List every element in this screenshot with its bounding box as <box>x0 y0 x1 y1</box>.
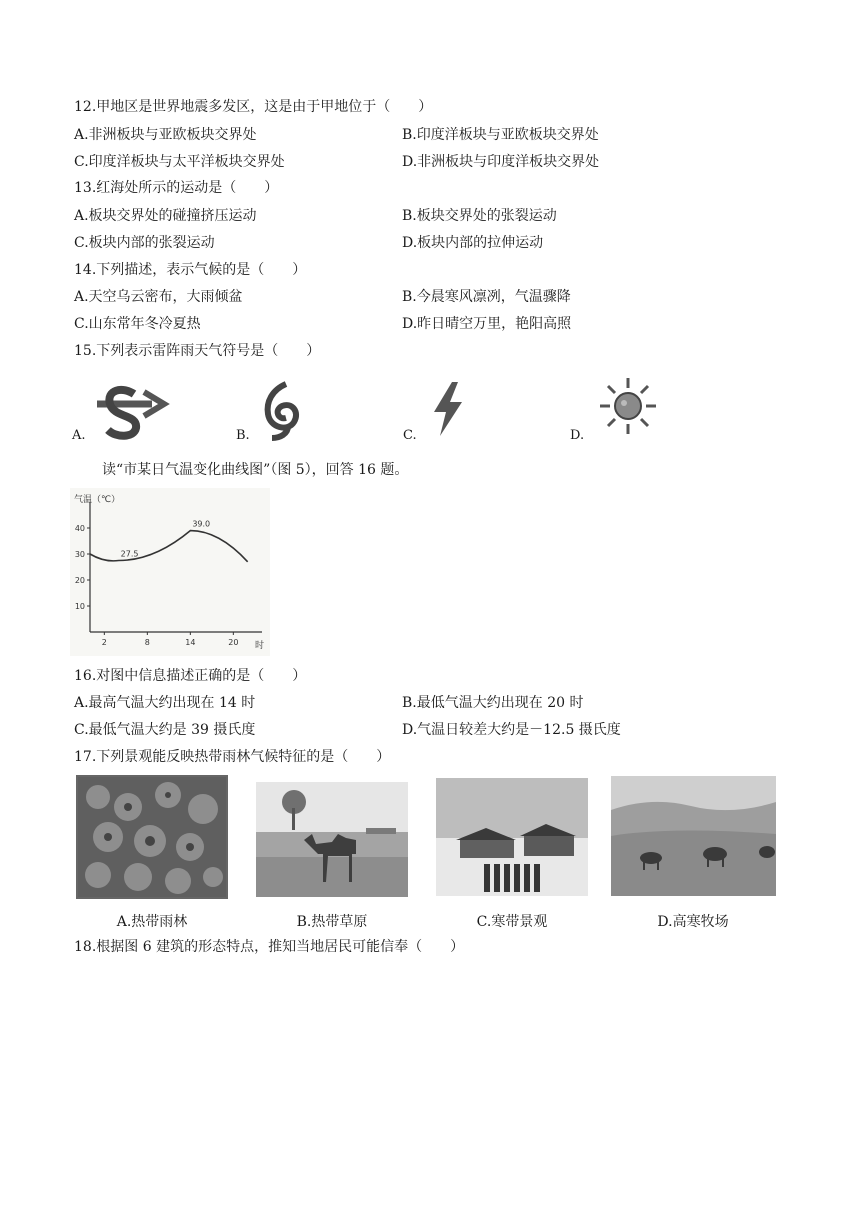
chart-x-tick-label: 8 <box>144 638 150 647</box>
reading-instruction: 读“市某日气温变化曲线图”（图 5），回答 16 题。 <box>102 462 409 478</box>
question-16-option-c: C.最低气温大约是 39 摄氏度 <box>74 722 256 738</box>
question-17-stem: 17.下列景观能反映热带雨林气候特征的是（ ） <box>74 749 391 765</box>
chart-y-tick-label: 10 <box>74 602 85 611</box>
highland-pasture-photo <box>611 776 776 896</box>
chart-data-label: 27.5 <box>120 549 139 559</box>
question-13-option-a: A.板块交界处的碰撞挤压运动 <box>74 208 257 224</box>
question-14-option-a: A.天空乌云密布，大雨倾盆 <box>74 289 243 305</box>
question-14-option-c: C.山东常年冬冷夏热 <box>74 316 201 332</box>
question-16-option-d: D.气温日较差大约是－12.5 摄氏度 <box>402 722 621 738</box>
photo-caption-a: A.热带雨林 <box>116 914 188 930</box>
question-18-stem: 18.根据图 6 建筑的形态特点，推知当地居民可能信奉（ ） <box>74 939 465 955</box>
question-16-stem: 16.对图中信息描述正确的是（ ） <box>74 668 307 684</box>
chart-y-tick-label: 20 <box>74 576 85 585</box>
question-15-label-c: C. <box>403 428 417 443</box>
photo-caption-d: D.高寒牧场 <box>657 914 729 930</box>
question-15-label-a: A. <box>72 428 86 443</box>
question-12-option-c: C.印度洋板块与太平洋板块交界处 <box>74 154 285 170</box>
chart-y-tick-label: 30 <box>74 550 85 559</box>
sun-symbol-icon <box>596 374 660 438</box>
question-13-option-c: C.板块内部的张裂运动 <box>74 235 215 251</box>
chart-ylabel: 气温（℃） <box>74 495 121 505</box>
chart-data-label: 39.0 <box>192 519 211 529</box>
cold-zone-landscape-photo <box>436 778 588 896</box>
question-13-stem: 13.红海处所示的运动是（ ） <box>74 180 279 196</box>
question-12-option-d: D.非洲板块与印度洋板块交界处 <box>402 154 600 170</box>
wind-symbol-icon <box>92 384 178 440</box>
question-12-option-a: A.非洲板块与亚欧板块交界处 <box>74 127 257 143</box>
question-13-option-d: D.板块内部的拉伸运动 <box>402 235 544 251</box>
question-13-option-b: B.板块交界处的张裂运动 <box>402 208 557 224</box>
photo-caption-c: C.寒带景观 <box>476 914 548 930</box>
question-12-option-b: B.印度洋板块与亚欧板块交界处 <box>402 127 599 143</box>
question-15-label-d: D. <box>570 428 585 443</box>
question-12-stem: 12.甲地区是世界地震多发区，这是由于甲地位于（ ） <box>74 99 433 115</box>
question-14-option-b: B.今晨寒风凛冽，气温骤降 <box>402 289 571 305</box>
question-16-option-a: A.最高气温大约出现在 14 时 <box>74 695 256 711</box>
typhoon-symbol-icon <box>258 380 306 442</box>
chart-x-tick-label: 2 <box>101 638 107 647</box>
question-15-stem: 15.下列表示雷阵雨天气符号是（ ） <box>74 343 321 359</box>
savanna-photo <box>256 782 408 897</box>
chart-temperature-line <box>90 531 248 562</box>
question-14-option-d: D.昨日晴空万里，艳阳高照 <box>402 316 572 332</box>
temperature-line-chart <box>70 488 270 656</box>
chart-x-tick-label: 14 <box>185 638 196 647</box>
lightning-symbol-icon <box>426 380 470 438</box>
chart-xlabel: 时 <box>255 641 265 651</box>
question-16-option-b: B.最低气温大约出现在 20 时 <box>402 695 584 711</box>
question-14-stem: 14.下列描述，表示气候的是（ ） <box>74 262 307 278</box>
question-15-label-b: B. <box>236 428 250 443</box>
photo-caption-b: B.热带草原 <box>296 914 368 930</box>
rainforest-photo <box>76 775 228 899</box>
chart-x-tick-label: 20 <box>228 638 239 647</box>
chart-y-tick-label: 40 <box>74 524 85 533</box>
